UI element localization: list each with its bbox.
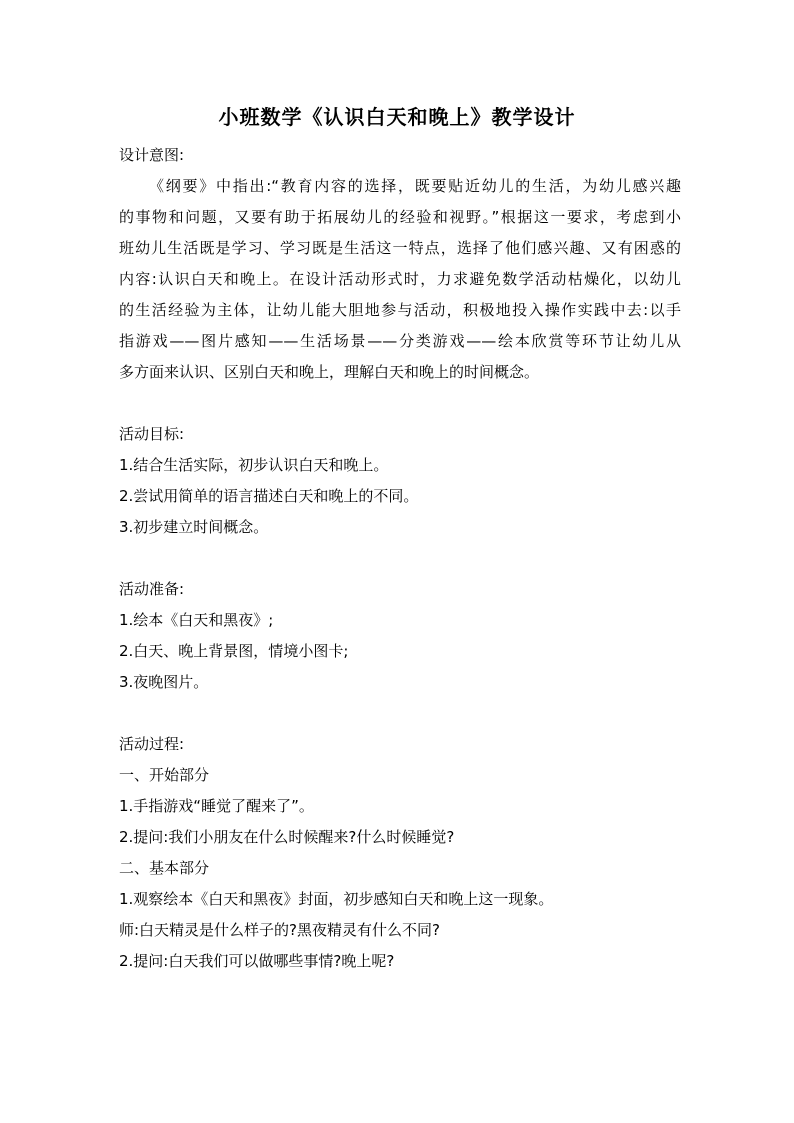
process-heading: 活动过程:: [119, 735, 185, 753]
document-body: [119, 140, 681, 977]
design-intent-line: 的事物和问题，又要有助于拓展幼儿的经验和视野。”根据这一要求，考虑到小: [119, 208, 681, 226]
design-intent-line: 的生活经验为主体，让幼儿能大胆地参与活动，积极地投入操作实践中去:以手: [119, 301, 681, 319]
design-intent-line: 指游戏——图片感知——生活场景——分类游戏——绘本欣赏等环节让幼儿从: [119, 332, 681, 350]
process-item: 2.提问:我们小朋友在什么时候醒来?什么时候睡觉?: [119, 828, 455, 846]
objective-item: 3.初步建立时间概念。: [119, 518, 269, 536]
process-item: 2.提问:白天我们可以做哪些事情?晚上呢?: [119, 952, 395, 970]
process-item: 师:白天精灵是什么样子的?黑夜精灵有什么不同?: [119, 921, 440, 939]
design-intent-line: 《纲要》中指出:“教育内容的选择，既要贴近幼儿的生活，为幼儿感兴趣: [149, 177, 681, 195]
preparation-item: 1.绘本《白天和黑夜》;: [119, 611, 274, 629]
preparation-item: 2.白天、晚上背景图，情境小图卡;: [119, 642, 349, 660]
process-item: 1.观察绘本《白天和黑夜》封面，初步感知白天和晚上这一现象。: [119, 890, 554, 908]
spacer: [119, 388, 681, 419]
preparation-item: 3.夜晚图片。: [119, 673, 209, 691]
objectives-section: [119, 419, 681, 543]
process-item: 1.手指游戏“睡觉了醒来了”。: [119, 797, 314, 815]
process-part-two-heading: 二、基本部分: [119, 859, 210, 877]
spacer: [119, 698, 681, 729]
design-intent-line: 内容:认识白天和晚上。在设计活动形式时，力求避免数学活动枯燥化，以幼儿: [119, 270, 681, 288]
objective-item: 2.尝试用简单的语言描述白天和晚上的不同。: [119, 487, 419, 505]
document-title: 小班数学《认识白天和晚上》教学设计: [218, 105, 576, 129]
preparation-heading: 活动准备:: [119, 580, 185, 598]
design-intent-line: 多方面来认识、区别白天和晚上，理解白天和晚上的时间概念。: [119, 363, 540, 381]
process-section: [119, 729, 681, 977]
preparation-section: [119, 574, 681, 698]
process-part-one-heading: 一、开始部分: [119, 766, 210, 784]
objectives-heading: 活动目标:: [119, 425, 185, 443]
objective-item: 1.结合生活实际，初步认识白天和晚上。: [119, 456, 389, 474]
design-intent-heading: 设计意图:: [119, 146, 185, 164]
design-intent-line: 班幼儿生活既是学习、学习既是生活这一特点，选择了他们感兴趣、又有困惑的: [119, 239, 681, 257]
design-intent-section: [119, 140, 681, 388]
spacer: [119, 543, 681, 574]
